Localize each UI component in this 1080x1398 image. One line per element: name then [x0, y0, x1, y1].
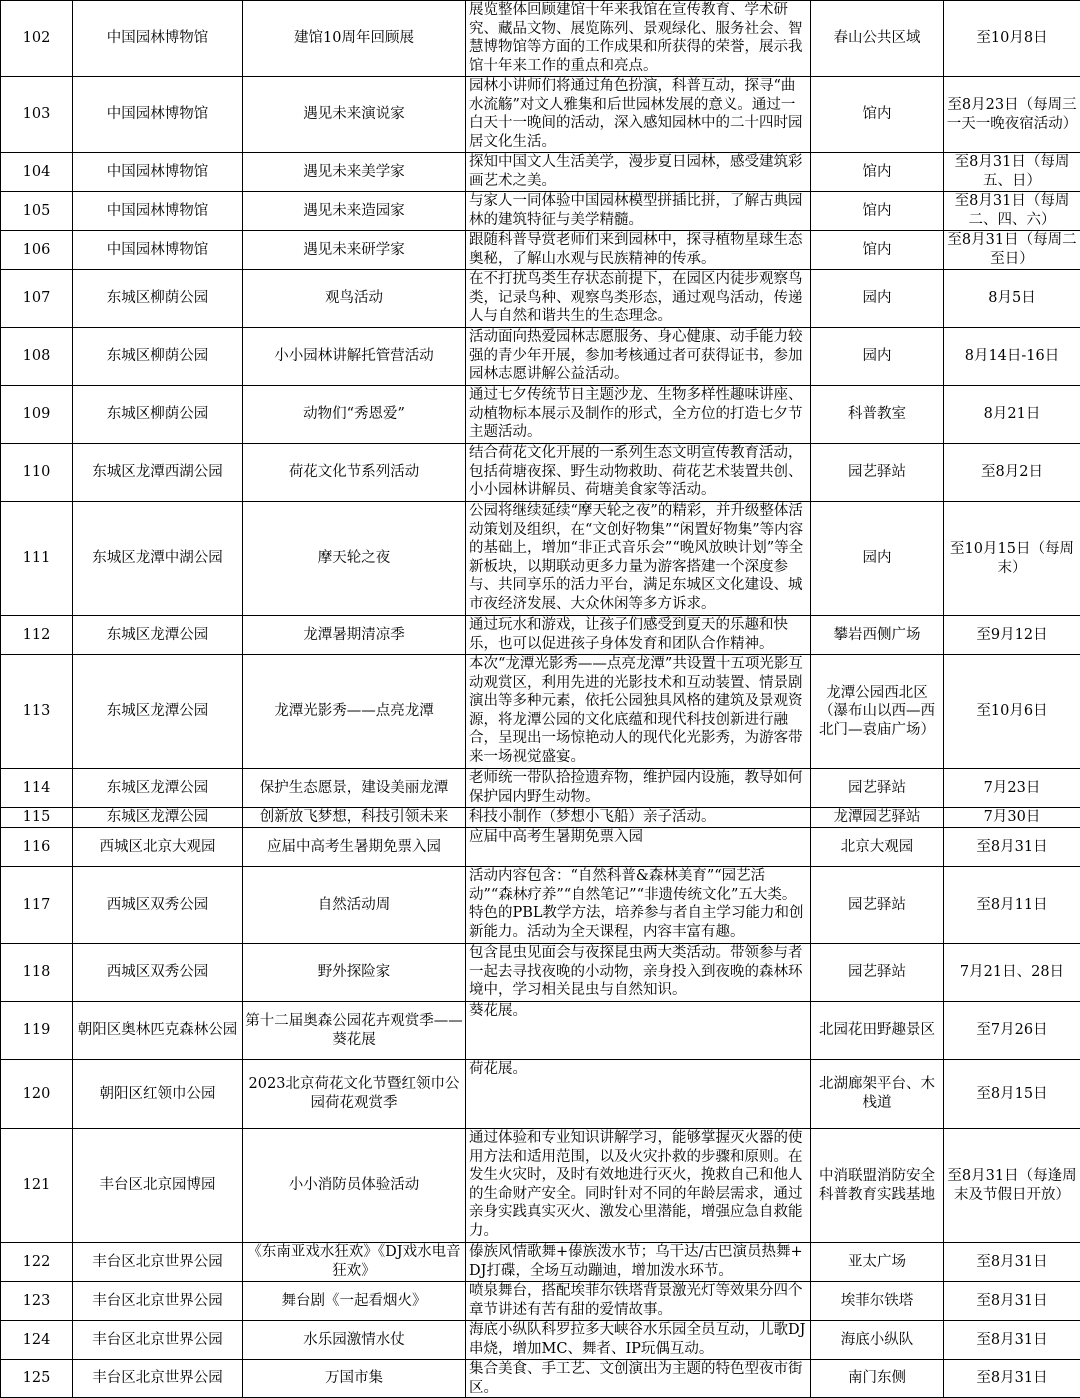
event-name: 建馆10周年回顾展 [243, 1, 466, 77]
event-name: 万国市集 [243, 1360, 466, 1398]
event-description: 葵花展。 [466, 1002, 811, 1060]
venue: 龙潭公园西北区（瀑布山以西—西北门—袁庙广场） [811, 655, 944, 769]
table-row [1, 1, 1080, 77]
venue: 馆内 [811, 153, 944, 192]
venue: 亚太广场 [811, 1243, 944, 1282]
event-time: 至8月31日 [944, 1243, 1080, 1282]
event-name: 遇见未来演说家 [243, 77, 466, 153]
organizer: 东城区柳荫公园 [73, 328, 243, 386]
event-name: 小小消防员体验活动 [243, 1129, 466, 1243]
event-description: 结合荷花文化开展的一系列生态文明宣传教育活动，包括荷塘夜探、野生动物救助、荷花艺术装置共创、小小园林讲解员、荷塘美食家等活动。 [466, 444, 811, 502]
venue: 科普教室 [811, 386, 944, 444]
event-name: 2023北京荷花文化节暨红领巾公园荷花观赏季 [243, 1060, 466, 1129]
event-time: 至8月31日 [944, 1321, 1080, 1360]
event-time: 7月30日 [944, 808, 1080, 828]
event-time: 至8月31日（每周二至日） [944, 231, 1080, 270]
event-description: 与家人一同体验中国园林模型拼插比拼，了解古典园林的建筑特征与美学精髓。 [466, 192, 811, 231]
event-time: 8月14日-16日 [944, 328, 1080, 386]
table-row [1, 867, 1080, 944]
table-row [1, 944, 1080, 1002]
event-name: 水乐园激情水仗 [243, 1321, 466, 1360]
organizer: 西城区双秀公园 [73, 867, 243, 944]
event-time: 至8月31日（每逢周末及节假日开放） [944, 1129, 1080, 1243]
event-description: 通过玩水和游戏，让孩子们感受到夏天的乐趣和快乐，也可以促进孩子身体发育和团队合作精神。 [466, 616, 811, 655]
event-name: 野外探险家 [243, 944, 466, 1002]
event-name: 动物们“秀恩爱” [243, 386, 466, 444]
event-time: 至8月23日（每周三一天一晚夜宿活动） [944, 77, 1080, 153]
event-description: 包含昆虫见面会与夜探昆虫两大类活动。带领参与者一起去寻找夜晚的小动物，亲身投入到夜晚的森林环境中，学习相关昆虫与自然知识。 [466, 944, 811, 1002]
row-number: 121 [1, 1129, 73, 1243]
event-description: 喷泉舞台，搭配埃菲尔铁塔背景激光灯等效果分四个章节讲述有苦有甜的爱情故事。 [466, 1282, 811, 1321]
organizer: 中国园林博物馆 [73, 231, 243, 270]
event-name: 遇见未来研学家 [243, 231, 466, 270]
row-number: 123 [1, 1282, 73, 1321]
organizer: 朝阳区红领巾公园 [73, 1060, 243, 1129]
event-name: 遇见未来美学家 [243, 153, 466, 192]
event-name: 应届中高考生暑期免票入园 [243, 828, 466, 867]
event-description: 通过体验和专业知识讲解学习，能够掌握灭火器的使用方法和适用范围，以及火灾扑救的步骤和原则。在发生火灾时，及时有效地进行灭火，挽救自己和他人的生命财产安全。同时针对不同的年龄层需求，通过亲身实践真实灭火、激发心里潜能，增强应急自救能力。 [466, 1129, 811, 1243]
table-row [1, 769, 1080, 808]
event-description: 科技小制作（梦想小飞船）亲子活动。 [466, 808, 811, 828]
table-row [1, 502, 1080, 616]
event-description: 展览整体回顾建馆十年来我馆在宣传教育、学术研究、藏品文物、展览陈列、景观绿化、服务社会、智慧博物馆等方面的工作成果和所获得的荣誉，展示我馆十年来工作的重点和亮点。 [466, 1, 811, 77]
organizer: 东城区龙潭中湖公园 [73, 502, 243, 616]
row-number: 110 [1, 444, 73, 502]
row-number: 105 [1, 192, 73, 231]
table-row [1, 192, 1080, 231]
event-name: 保护生态愿景，建设美丽龙潭 [243, 769, 466, 808]
event-description: 本次“龙潭光影秀——点亮龙潭”共设置十五项光影互动观赏区，利用先进的光影技术和互动装置、情景剧演出等多种元素，依托公园独具风格的建筑及景观资源，将龙潭公园的文化底蕴和现代科技创新进行融合，呈现出一场惊艳动人的现代化光影秀，为游客带来一场视觉盛宴。 [466, 655, 811, 769]
venue: 园艺驿站 [811, 867, 944, 944]
venue: 馆内 [811, 77, 944, 153]
venue: 园艺驿站 [811, 769, 944, 808]
event-name: 《东南亚戏水狂欢》《DJ戏水电音狂欢》 [243, 1243, 466, 1282]
table-row [1, 616, 1080, 655]
event-name: 第十二届奥森公园花卉观赏季——葵花展 [243, 1002, 466, 1060]
event-name: 荷花文化节系列活动 [243, 444, 466, 502]
row-number: 106 [1, 231, 73, 270]
venue: 园内 [811, 502, 944, 616]
row-number: 102 [1, 1, 73, 77]
organizer: 东城区龙潭公园 [73, 616, 243, 655]
event-name: 舞台剧《一起看烟火》 [243, 1282, 466, 1321]
row-number: 103 [1, 77, 73, 153]
row-number: 115 [1, 808, 73, 828]
organizer: 中国园林博物馆 [73, 153, 243, 192]
table-row [1, 1360, 1080, 1398]
organizer: 中国园林博物馆 [73, 192, 243, 231]
venue: 北京大观园 [811, 828, 944, 867]
row-number: 112 [1, 616, 73, 655]
venue: 北园花田野趣景区 [811, 1002, 944, 1060]
table-body [1, 1, 1080, 1398]
event-time: 至8月15日 [944, 1060, 1080, 1129]
row-number: 125 [1, 1360, 73, 1398]
event-time: 至9月12日 [944, 616, 1080, 655]
venue: 埃菲尔铁塔 [811, 1282, 944, 1321]
table-row [1, 444, 1080, 502]
organizer: 东城区龙潭公园 [73, 769, 243, 808]
event-description: 傣族风情歌舞+傣族泼水节；乌干达/古巴演员热舞+DJ打碟，全场互动蹦迪，增加泼水环节。 [466, 1243, 811, 1282]
event-time: 7月21日、28日 [944, 944, 1080, 1002]
table-row [1, 153, 1080, 192]
table-row [1, 1060, 1080, 1129]
event-name: 小小园林讲解托管营活动 [243, 328, 466, 386]
row-number: 117 [1, 867, 73, 944]
event-name: 龙潭光影秀——点亮龙潭 [243, 655, 466, 769]
event-description: 活动面向热爱园林志愿服务、身心健康、动手能力较强的青少年开展，参加考核通过者可获得证书，参加园林志愿讲解公益活动。 [466, 328, 811, 386]
venue: 龙潭园艺驿站 [811, 808, 944, 828]
organizer: 西城区双秀公园 [73, 944, 243, 1002]
venue: 园内 [811, 270, 944, 328]
event-description: 活动内容包含：“自然科普&森林美育”“园艺活动”“森林疗养”“自然笔记”“非遗传统文化”五大类。特色的PBL教学方法，培养参与者自主学习能力和创新能力。活动为全天课程，内容丰富有趣。 [466, 867, 811, 944]
table-row [1, 328, 1080, 386]
event-time: 至10月6日 [944, 655, 1080, 769]
table-row [1, 1282, 1080, 1321]
event-name: 创新放飞梦想，科技引领未来 [243, 808, 466, 828]
organizer: 中国园林博物馆 [73, 1, 243, 77]
table-row [1, 828, 1080, 867]
event-time: 至8月31日（每周五、日） [944, 153, 1080, 192]
table-row [1, 270, 1080, 328]
organizer: 东城区龙潭公园 [73, 808, 243, 828]
row-number: 104 [1, 153, 73, 192]
venue: 中消联盟消防安全科普教育实践基地 [811, 1129, 944, 1243]
event-description: 园林小讲师们将通过角色扮演，科普互动，探寻“曲水流觞”对文人雅集和后世园林发展的意义。通过一白天十一晚间的活动，深入感知园林中的二十四时园居文化生活。 [466, 77, 811, 153]
row-number: 114 [1, 769, 73, 808]
event-name: 观鸟活动 [243, 270, 466, 328]
organizer: 丰台区北京园博园 [73, 1129, 243, 1243]
event-time: 至10月8日 [944, 1, 1080, 77]
table-row [1, 808, 1080, 828]
event-description: 公园将继续延续“摩天轮之夜”的精彩，并升级整体活动策划及组织，在“文创好物集”“闲置好物集”等内容的基础上，增加“非正式音乐会”“晚风放映计划”等全新板块，以期联动更多力量为游客搭建一个深度参与、共同享乐的活力平台，满足东城区文化建设、城市夜经济发展、大众休闲等多方诉求。 [466, 502, 811, 616]
event-description: 荷花展。 [466, 1060, 811, 1129]
table-row [1, 1321, 1080, 1360]
table-row [1, 1243, 1080, 1282]
event-description: 跟随科普导赏老师们来到园林中，探寻植物星球生态奥秘，了解山水观与民族精神的传承。 [466, 231, 811, 270]
row-number: 122 [1, 1243, 73, 1282]
organizer: 西城区北京大观园 [73, 828, 243, 867]
row-number: 124 [1, 1321, 73, 1360]
row-number: 109 [1, 386, 73, 444]
row-number: 113 [1, 655, 73, 769]
event-description: 通过七夕传统节日主题沙龙、生物多样性趣味讲座、动植物标本展示及制作的形式，全方位的打造七夕节主题活动。 [466, 386, 811, 444]
table-row [1, 1002, 1080, 1060]
venue: 园艺驿站 [811, 944, 944, 1002]
venue: 馆内 [811, 231, 944, 270]
venue: 园内 [811, 328, 944, 386]
event-time: 至8月2日 [944, 444, 1080, 502]
row-number: 119 [1, 1002, 73, 1060]
event-name: 摩天轮之夜 [243, 502, 466, 616]
venue: 春山公共区域 [811, 1, 944, 77]
row-number: 120 [1, 1060, 73, 1129]
table-row [1, 231, 1080, 270]
venue: 海底小纵队 [811, 1321, 944, 1360]
row-number: 116 [1, 828, 73, 867]
event-time: 至8月31日 [944, 1282, 1080, 1321]
event-time: 至10月15日（每周末） [944, 502, 1080, 616]
venue: 园艺驿站 [811, 444, 944, 502]
venue: 馆内 [811, 192, 944, 231]
event-time: 7月23日 [944, 769, 1080, 808]
organizer: 丰台区北京世界公园 [73, 1243, 243, 1282]
event-name: 遇见未来造园家 [243, 192, 466, 231]
organizer: 东城区柳荫公园 [73, 270, 243, 328]
event-description: 探知中国文人生活美学，漫步夏日园林，感受建筑彩画艺术之美。 [466, 153, 811, 192]
event-description: 应届中高考生暑期免票入园 [466, 828, 811, 867]
organizer: 东城区龙潭西湖公园 [73, 444, 243, 502]
event-name: 自然活动周 [243, 867, 466, 944]
organizer: 丰台区北京世界公园 [73, 1282, 243, 1321]
organizer: 东城区柳荫公园 [73, 386, 243, 444]
event-description: 老师统一带队拾捡遗弃物，维护园内设施，教导如何保护园内野生动物。 [466, 769, 811, 808]
event-description: 集合美食、手工艺、文创演出为主题的特色型夜市街区。 [466, 1360, 811, 1398]
organizer: 中国园林博物馆 [73, 77, 243, 153]
event-time: 8月5日 [944, 270, 1080, 328]
table-row [1, 77, 1080, 153]
venue: 北湖廊架平台、木栈道 [811, 1060, 944, 1129]
event-time: 至8月11日 [944, 867, 1080, 944]
row-number: 108 [1, 328, 73, 386]
organizer: 东城区龙潭公园 [73, 655, 243, 769]
event-time: 至7月26日 [944, 1002, 1080, 1060]
table-row [1, 386, 1080, 444]
event-time: 至8月31日 [944, 1360, 1080, 1398]
venue: 攀岩西侧广场 [811, 616, 944, 655]
row-number: 107 [1, 270, 73, 328]
table-row [1, 655, 1080, 769]
event-name: 龙潭暑期清凉季 [243, 616, 466, 655]
event-description: 海底小纵队科罗拉多大峡谷水乐园全员互动，儿歌DJ串烧，增加MC、舞者、IP玩偶互动。 [466, 1321, 811, 1360]
organizer: 丰台区北京世界公园 [73, 1321, 243, 1360]
organizer: 朝阳区奥林匹克森林公园 [73, 1002, 243, 1060]
event-time: 8月21日 [944, 386, 1080, 444]
organizer: 丰台区北京世界公园 [73, 1360, 243, 1398]
row-number: 111 [1, 502, 73, 616]
row-number: 118 [1, 944, 73, 1002]
table-row [1, 1129, 1080, 1243]
event-time: 至8月31日（每周二、四、六） [944, 192, 1080, 231]
event-description: 在不打扰鸟类生存状态前提下，在园区内徒步观察鸟类，记录鸟种、观察鸟类形态，通过观鸟活动，传递人与自然和谐共生的生态理念。 [466, 270, 811, 328]
venue: 南门东侧 [811, 1360, 944, 1398]
event-time: 至8月31日 [944, 828, 1080, 867]
